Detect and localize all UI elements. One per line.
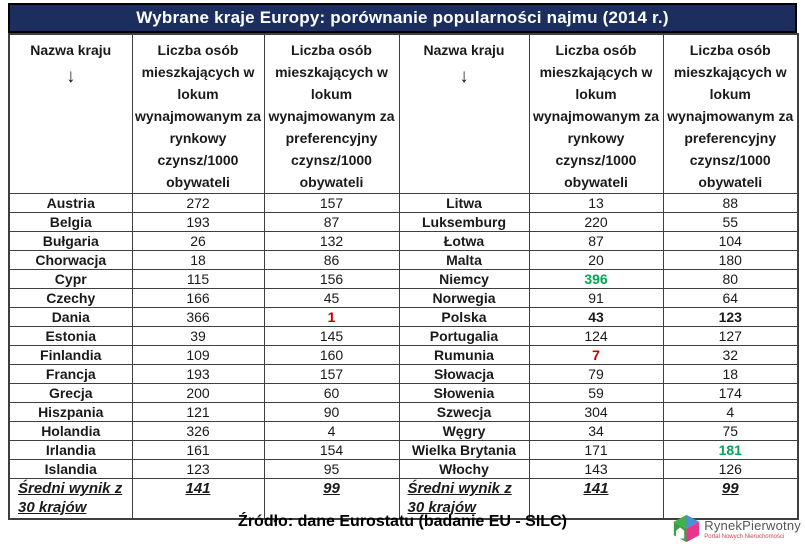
summary-preferential-right: 99	[663, 479, 798, 519]
value-cell: 75	[663, 422, 798, 441]
value-cell: 366	[132, 308, 264, 327]
value-cell: 326	[132, 422, 264, 441]
value-cell: 32	[663, 346, 798, 365]
value-cell: 34	[529, 422, 663, 441]
value-cell: 4	[663, 403, 798, 422]
page-title: Wybrane kraje Europy: porównanie popularności najmu (2014 r.)	[136, 8, 669, 27]
country-cell: Włochy	[399, 460, 529, 479]
value-cell: 18	[132, 251, 264, 270]
country-header-label: Nazwa kraju	[30, 42, 112, 58]
value-cell: 154	[264, 441, 399, 460]
country-cell: Chorwacja	[9, 251, 132, 270]
summary-market-right: 141	[529, 479, 663, 519]
country-cell: Słowacja	[399, 365, 529, 384]
value-cell: 127	[663, 327, 798, 346]
value-cell: 64	[663, 289, 798, 308]
table-row	[9, 308, 798, 327]
value-cell: 121	[132, 403, 264, 422]
value-cell: 157	[264, 365, 399, 384]
value-cell: 104	[663, 232, 798, 251]
country-cell: Węgry	[399, 422, 529, 441]
value-cell: 115	[132, 270, 264, 289]
country-cell: Polska	[399, 308, 529, 327]
title-bar	[8, 3, 797, 33]
down-arrow-icon: ↓	[459, 66, 469, 87]
value-cell: 161	[132, 441, 264, 460]
value-cell: 39	[132, 327, 264, 346]
value-cell: 79	[529, 365, 663, 384]
table-row	[9, 194, 798, 213]
value-cell: 193	[132, 213, 264, 232]
value-cell: 59	[529, 384, 663, 403]
value-cell: 45	[264, 289, 399, 308]
value-cell: 95	[264, 460, 399, 479]
value-cell: 272	[132, 194, 264, 213]
country-cell: Hiszpania	[9, 403, 132, 422]
value-cell: 87	[529, 232, 663, 251]
country-cell: Łotwa	[399, 232, 529, 251]
value-cell: 90	[264, 403, 399, 422]
column-header-market-left: Liczba osób mieszkających w lokum wynajmowanym za rynkowy czynsz/1000 obywateli	[132, 34, 264, 194]
value-cell: 220	[529, 213, 663, 232]
header-row	[9, 34, 798, 194]
country-cell: Dania	[9, 308, 132, 327]
value-cell: 304	[529, 403, 663, 422]
country-cell: Portugalia	[399, 327, 529, 346]
country-cell: Litwa	[399, 194, 529, 213]
value-cell: 181	[663, 441, 798, 460]
column-header-country-left	[9, 34, 132, 194]
column-header-market-right: Liczba osób mieszkających w lokum wynajmowanym za rynkowy czynsz/1000 obywateli	[529, 34, 663, 194]
value-cell: 60	[264, 384, 399, 403]
table-row	[9, 441, 798, 460]
column-header-preferential-right: Liczba osób mieszkających w lokum wynajmowanym za preferencyjny czynsz/1000 obywateli	[663, 34, 798, 194]
value-cell: 7	[529, 346, 663, 365]
house-cube-icon	[672, 514, 701, 543]
summary-label-right: Średni wynik z 30 krajów	[399, 479, 529, 519]
table-row	[9, 251, 798, 270]
value-cell: 13	[529, 194, 663, 213]
table-row	[9, 232, 798, 251]
data-table	[8, 33, 799, 520]
country-cell: Finlandia	[9, 346, 132, 365]
column-header-preferential-left: Liczba osób mieszkających w lokum wynajmowanym za preferencyjny czynsz/1000 obywateli	[264, 34, 399, 194]
country-cell: Bułgaria	[9, 232, 132, 251]
country-cell: Islandia	[9, 460, 132, 479]
value-cell: 4	[264, 422, 399, 441]
value-cell: 1	[264, 308, 399, 327]
country-cell: Francja	[9, 365, 132, 384]
table-row	[9, 213, 798, 232]
summary-market-left: 141	[132, 479, 264, 519]
value-cell: 123	[132, 460, 264, 479]
value-cell: 91	[529, 289, 663, 308]
value-cell: 86	[264, 251, 399, 270]
table-row	[9, 270, 798, 289]
country-cell: Belgia	[9, 213, 132, 232]
source-note: Źródło: dane Eurostatu (badanie EU - SILC)	[238, 513, 567, 530]
value-cell: 180	[663, 251, 798, 270]
value-cell: 145	[264, 327, 399, 346]
value-cell: 160	[264, 346, 399, 365]
country-cell: Szwecja	[399, 403, 529, 422]
value-cell: 87	[264, 213, 399, 232]
country-cell: Grecja	[9, 384, 132, 403]
value-cell: 123	[663, 308, 798, 327]
table-row	[9, 384, 798, 403]
value-cell: 166	[132, 289, 264, 308]
value-cell: 156	[264, 270, 399, 289]
brand-name: RynekPierwotny	[704, 517, 801, 533]
country-cell: Niemcy	[399, 270, 529, 289]
value-cell: 109	[132, 346, 264, 365]
brand-text	[704, 518, 801, 540]
column-header-country-right	[399, 34, 529, 194]
table-row	[9, 346, 798, 365]
country-cell: Czechy	[9, 289, 132, 308]
country-cell: Estonia	[9, 327, 132, 346]
brand-logo	[672, 514, 801, 543]
value-cell: 174	[663, 384, 798, 403]
down-arrow-icon: ↓	[66, 66, 76, 87]
value-cell: 20	[529, 251, 663, 270]
table-row	[9, 365, 798, 384]
value-cell: 193	[132, 365, 264, 384]
value-cell: 124	[529, 327, 663, 346]
table-row	[9, 289, 798, 308]
table-header	[9, 34, 798, 194]
value-cell: 18	[663, 365, 798, 384]
table-row	[9, 422, 798, 441]
table-row	[9, 460, 798, 479]
value-cell: 26	[132, 232, 264, 251]
value-cell: 43	[529, 308, 663, 327]
country-cell: Norwegia	[399, 289, 529, 308]
summary-label-left: Średni wynik z 30 krajów	[9, 479, 132, 519]
country-cell: Irlandia	[9, 441, 132, 460]
brand-tagline: Portal Nowych Nieruchomości	[704, 533, 785, 540]
value-cell: 80	[663, 270, 798, 289]
country-cell: Słowenia	[399, 384, 529, 403]
table-row	[9, 327, 798, 346]
value-cell: 396	[529, 270, 663, 289]
country-header-label: Nazwa kraju	[423, 42, 505, 58]
country-cell: Austria	[9, 194, 132, 213]
country-cell: Luksemburg	[399, 213, 529, 232]
value-cell: 143	[529, 460, 663, 479]
table-body	[9, 194, 798, 479]
value-cell: 126	[663, 460, 798, 479]
value-cell: 157	[264, 194, 399, 213]
summary-preferential-left: 99	[264, 479, 399, 519]
value-cell: 88	[663, 194, 798, 213]
country-cell: Cypr	[9, 270, 132, 289]
value-cell: 200	[132, 384, 264, 403]
country-cell: Holandia	[9, 422, 132, 441]
country-cell: Wielka Brytania	[399, 441, 529, 460]
value-cell: 132	[264, 232, 399, 251]
value-cell: 171	[529, 441, 663, 460]
value-cell: 55	[663, 213, 798, 232]
country-cell: Rumunia	[399, 346, 529, 365]
table-row	[9, 403, 798, 422]
country-cell: Malta	[399, 251, 529, 270]
